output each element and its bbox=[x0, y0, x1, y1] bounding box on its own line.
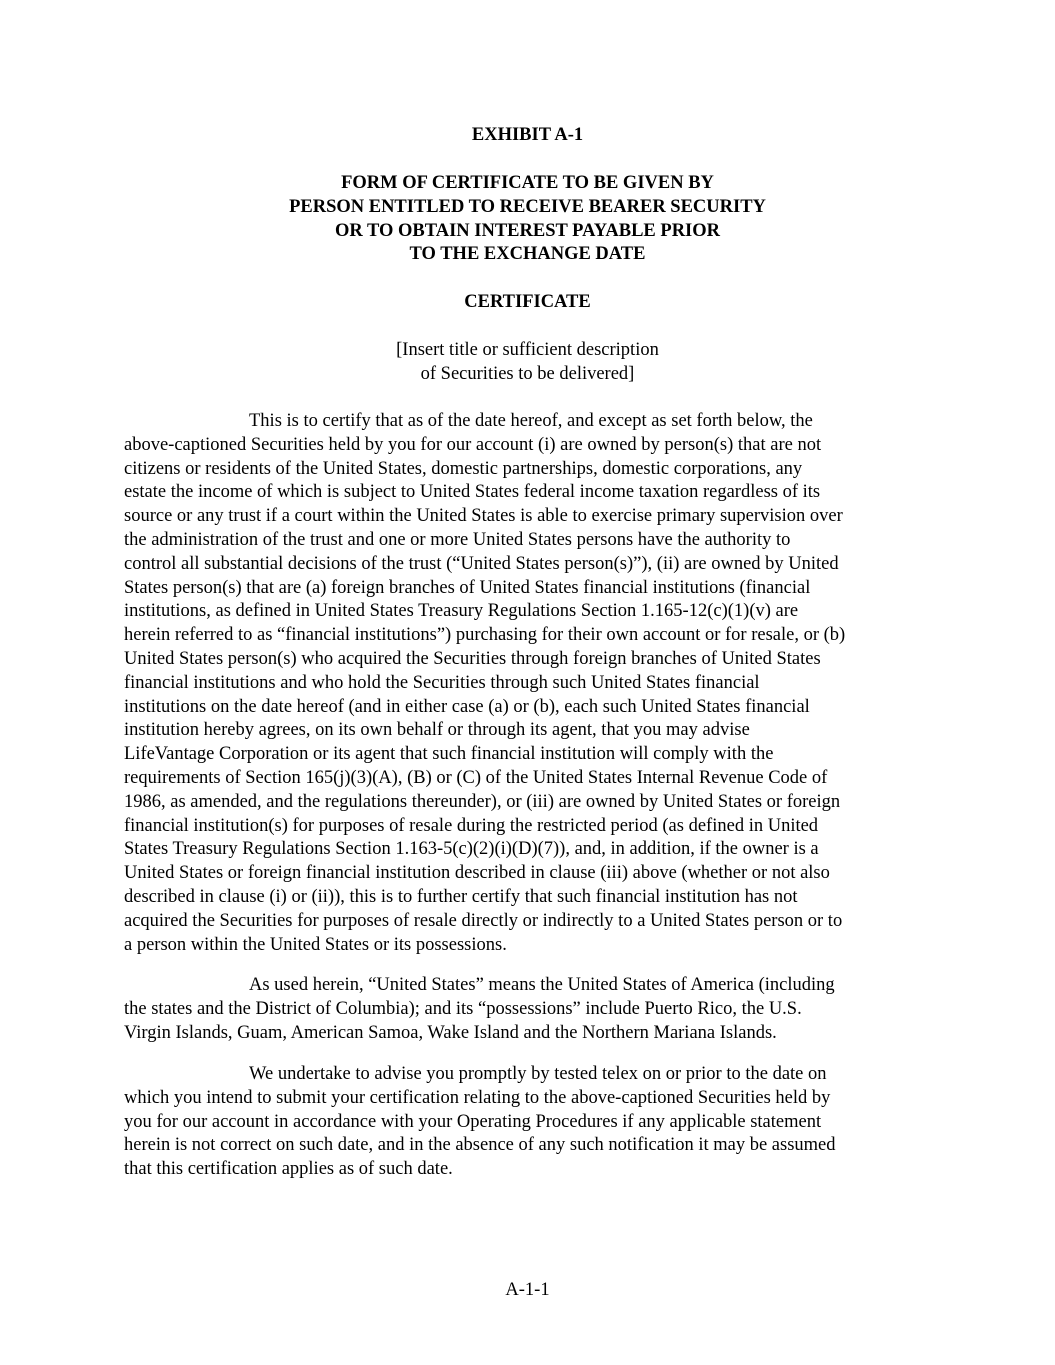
paragraph-line: acquired the Securities for purposes of resale directly or indirectly to a United States person or to bbox=[124, 910, 843, 931]
paragraph-definitions bbox=[124, 974, 936, 1045]
paragraph-line: United States person(s) who acquired the Securities through foreign branches of United States bbox=[124, 648, 821, 669]
paragraph-line: requirements of Section 165(j)(3)(A), (B) or (C) of the United States Internal Revenue Code of bbox=[124, 767, 828, 788]
certificate-title: CERTIFICATE bbox=[464, 292, 591, 312]
paragraph-undertaking bbox=[124, 1063, 936, 1182]
paragraph-line: States person(s) that are (a) foreign branches of United States financial institutions (financial bbox=[124, 577, 811, 598]
paragraph-certification bbox=[124, 410, 936, 957]
paragraph-line: citizens or residents of the United States, domestic partnerships, domestic corporations, any bbox=[124, 458, 803, 479]
form-heading-line: PERSON ENTITLED TO RECEIVE BEARER SECURITY bbox=[289, 196, 766, 217]
page-number: A-1-1 bbox=[505, 1280, 550, 1300]
form-heading bbox=[0, 172, 1055, 267]
paragraph-line: institutions on the date hereof (and in either case (a) or (b), each such United States financial bbox=[124, 696, 810, 717]
paragraph-line: the states and the District of Columbia); and its “possessions” include Puerto Rico, the U.S. bbox=[124, 998, 802, 1019]
paragraph-line: above-captioned Securities held by you for our account (i) are owned by person(s) that are not bbox=[124, 434, 822, 455]
insert-note-line: [Insert title or sufficient description bbox=[396, 340, 659, 360]
paragraph-line: that this certification applies as of such date. bbox=[124, 1159, 453, 1180]
paragraph-line: source or any trust if a court within the United States is able to exercise primary supervision over bbox=[124, 506, 843, 527]
paragraph-line: This is to certify that as of the date hereof, and except as set forth below, the bbox=[249, 411, 813, 431]
paragraph-line: LifeVantage Corporation or its agent that such financial institution will comply with the bbox=[124, 744, 774, 765]
paragraph-line: control all substantial decisions of the trust (“United States person(s)”), (ii) are owned by United bbox=[124, 553, 839, 574]
paragraph-line: described in clause (i) or (ii)), this is to further certify that such financial institution has not bbox=[124, 886, 798, 907]
paragraph-line: a person within the United States or its possessions. bbox=[124, 934, 507, 955]
form-heading-line: FORM OF CERTIFICATE TO BE GIVEN BY bbox=[341, 173, 714, 193]
paragraph-line: herein is not correct on such date, and in the absence of any such notification it may be assumed bbox=[124, 1135, 836, 1156]
paragraph-line: financial institution(s) for purposes of resale during the restricted period (as defined in United bbox=[124, 815, 819, 836]
paragraph-line: We undertake to advise you promptly by tested telex on or prior to the date on bbox=[249, 1064, 827, 1084]
paragraph-line: institution hereby agrees, on its own behalf or through its agent, that you may advise bbox=[124, 720, 750, 741]
paragraph-line: the administration of the trust and one or more United States persons have the authority to bbox=[124, 529, 791, 550]
paragraph-line: As used herein, “United States” means the United States of America (including bbox=[249, 975, 835, 995]
paragraph-line: financial institutions and who hold the Securities through such United States financial bbox=[124, 672, 760, 693]
paragraph-line: Virgin Islands, Guam, American Samoa, Wake Island and the Northern Mariana Islands. bbox=[124, 1022, 777, 1043]
insert-note bbox=[0, 339, 1055, 387]
paragraph-line: estate the income of which is subject to United States federal income taxation regardless of its bbox=[124, 482, 821, 503]
paragraph-line: United States or foreign financial institution described in clause (iii) above (whether or not also bbox=[124, 863, 830, 884]
insert-note-line: of Securities to be delivered] bbox=[420, 363, 635, 384]
paragraph-line: States Treasury Regulations Section 1.163-5(c)(2)(i)(D)(7)), and, in addition, if the owner is a bbox=[124, 839, 819, 860]
paragraph-line: you for our account in accordance with your Operating Procedures if any applicable statement bbox=[124, 1111, 822, 1132]
paragraph-line: 1986, as amended, and the regulations thereunder), or (iii) are owned by United States or foreign bbox=[124, 791, 841, 812]
paragraph-line: which you intend to submit your certification relating to the above-captioned Securities held by bbox=[124, 1087, 831, 1108]
form-heading-line: OR TO OBTAIN INTEREST PAYABLE PRIOR bbox=[334, 220, 721, 241]
exhibit-title: EXHIBIT A-1 bbox=[471, 125, 584, 145]
form-heading-line: TO THE EXCHANGE DATE bbox=[409, 244, 646, 265]
paragraph-line: institutions, as defined in United States Treasury Regulations Section 1.165-12(c)(1)(v) are bbox=[124, 601, 799, 622]
paragraph-line: herein referred to as “financial institutions”) purchasing for their own account or for resale, or (b) bbox=[124, 625, 846, 646]
